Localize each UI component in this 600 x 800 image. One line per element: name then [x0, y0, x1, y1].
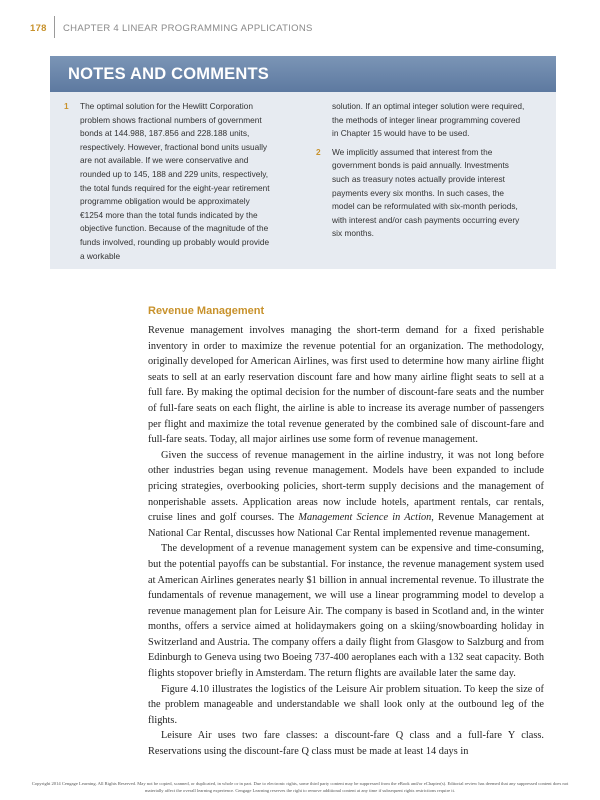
copyright-notice: Copyright 2014 Cengage Learning. All Rights Reserved. May not be copied, scanned, or duplicated, in whole or in part. Due to electronic rights, some third party content may be suppressed from the eBook and/or eChapter(s). Editorial review has deemed that any suppressed content does not materially affect the overall learning experience. Cengage Learning reserves the right to remove additional content at any time if subsequent rights restrictions require it. — [31, 781, 569, 793]
note-number: 1 — [64, 101, 69, 111]
note-number: 2 — [316, 146, 321, 157]
note-2 — [316, 146, 526, 241]
paragraph: Figure 4.10 illustrates the logistics of the Leisure Air problem situation. To keep the size of the problem manageable and understandable we shall look only at the outbound leg of the flights. — [148, 683, 544, 726]
notes-and-comments-box — [50, 56, 556, 269]
note-text: solution. If an optimal integer solution were required, the methods of integer linear programming covered in Chapter 15 would have to be used. — [332, 101, 525, 139]
note-text: We implicitly assumed that interest from the government bonds is paid annually. Investments such as treasury notes actually provide interest payments every six months. In such cases, the model can be reformulated with six-month periods, with interest and/or cash payments occurring every six months. — [332, 146, 520, 239]
header-divider — [54, 16, 55, 38]
paragraph: Leisure Air uses two fare classes: a discount-fare Q class and a full-fare Y class. Reservations using the discount-fare Q class must be made at least 14 days in — [148, 730, 544, 758]
paragraph: Given the success of revenue management in the airline industry, it was not long before other industries began using revenue management. Models have been expanded to include pricing strategies, overbooking policies, short-term supply decisions and the management of nonperishable assets. Application areas now include hotels, apartment rentals, car rentals, cruise lines and golf courses. The Management Science in Action, Revenue Management at National Car Rental, discusses how National Car Rental implemented revenue management. — [148, 449, 544, 539]
emphasis: Management Science in Action — [298, 512, 432, 524]
note-1-continued — [316, 100, 526, 141]
paragraph: The development of a revenue management system can be expensive and time-consuming, but the potential payoffs can be substantial. For instance, the revenue management system used at American Airlines generates nearly $1 billion in annual incremental revenue. To illustrate the fundamentals of revenue management, we will use a linear programming model to develop a revenue management plan for Leisure Air. The company is based in Scotland and, in the winter months, offers a service aimed at holidaymakers going on a skiing/snowboarding holiday in Switzerland and Austria. The company offers a daily flight from Glasgow to Salzburg and from Edinburgh to Geneva using two Boeing 737-400 aeroplanes each with a 132 seat capacity. Both flights stopover briefly in Amsterdam. The return flights are available later the same day. — [148, 543, 544, 680]
notes-right-column — [316, 100, 526, 246]
chapter-title: CHAPTER 4 LINEAR PROGRAMMING APPLICATIONS — [63, 23, 313, 34]
section-title: Revenue Management — [148, 305, 265, 317]
note-text: The optimal solution for the Hewlitt Corporation problem shows fractional numbers of government bonds at 144.988, 187.856 and 228.188 units, respectively. However, fractional bond units usually are not available. If we were conservative and rounded up to 145, 188 and 229 units, respectively, the total funds required for the eight-year retirement programme obligation would be approximately €1254 more than the total funds indicated by the objective function. Because of the magnitude of the funds involved, rounding up probably would provide a workable — [80, 101, 270, 261]
body-text — [148, 323, 544, 760]
page-number: 178 — [30, 23, 47, 34]
notes-left-column — [64, 100, 274, 268]
paragraph: Revenue management involves managing the short-term demand for a fixed perishable inventory in order to maximize the revenue potential for an organization. The methodology, originally developed for American Airlines, was first used to determine how many airline flight seats to sell at an early reservation discount fare and how many airline flight seats to sell at a full fare. By making the optimal decision for the number of discount-fare seats and the number of full-fare seats on each flight, the airline is able to increase its average number of passengers per flight and maximize the total revenue generated by the combined sale of discount-fare and full-fare seats. Today, all major airlines use some form of revenue management. — [148, 325, 544, 446]
running-head — [30, 22, 570, 40]
note-1 — [64, 100, 274, 263]
notes-heading: NOTES AND COMMENTS — [50, 56, 556, 92]
